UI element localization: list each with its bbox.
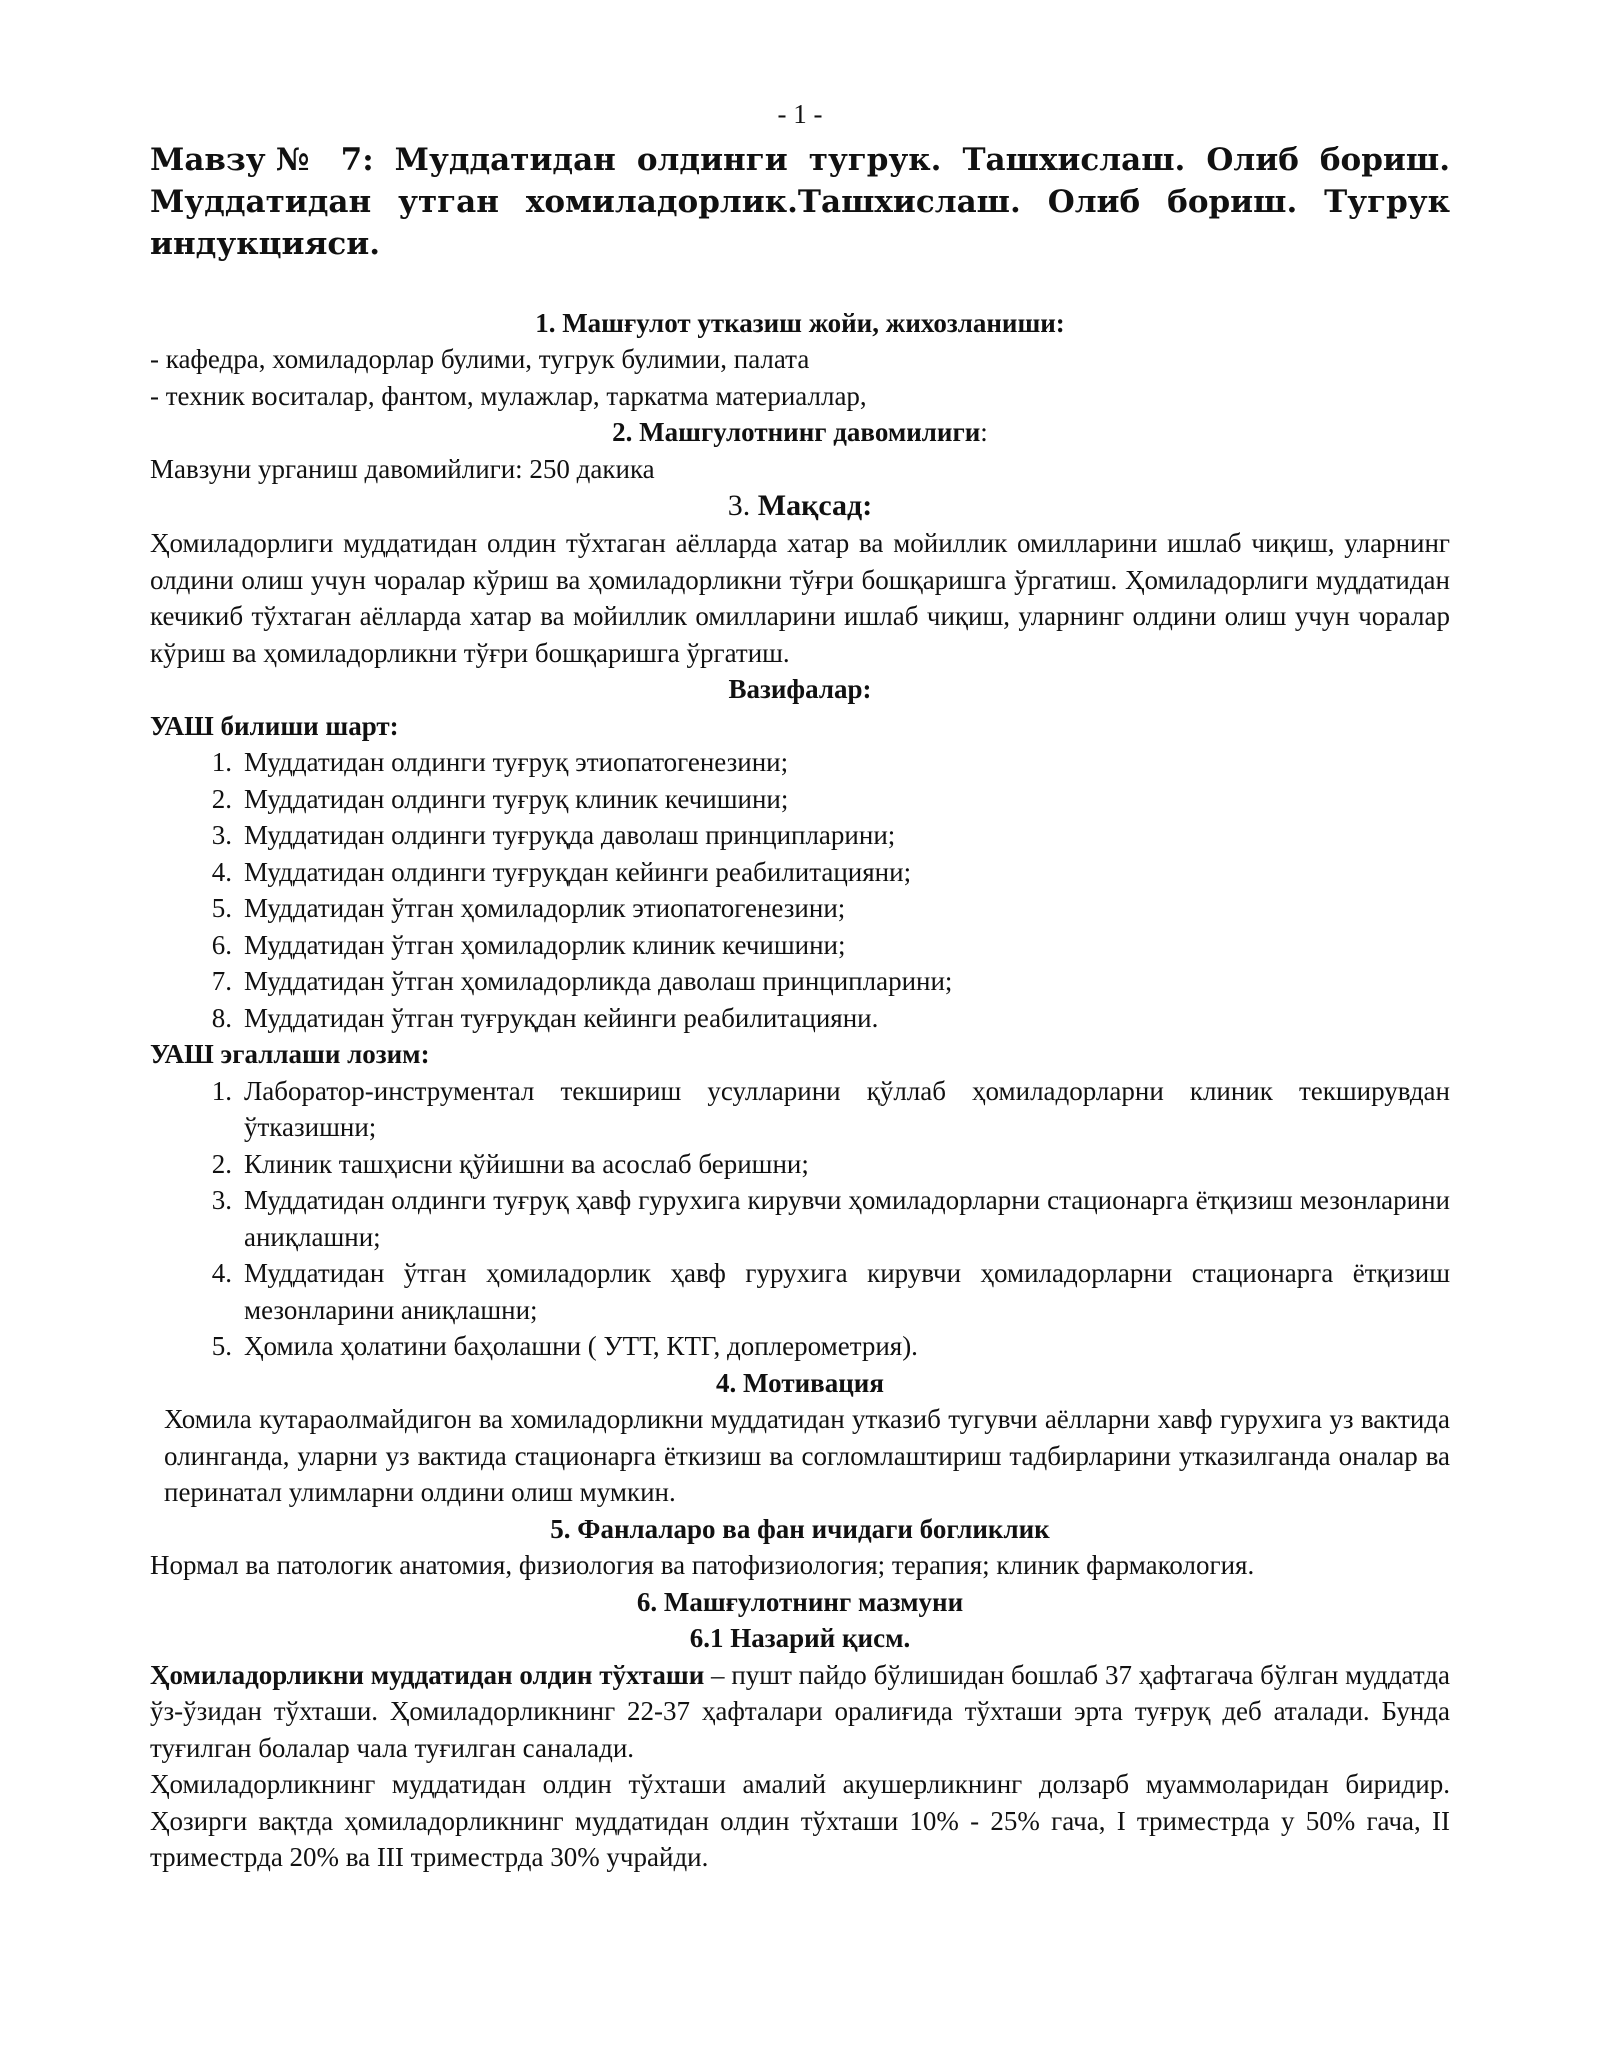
list-item-text: Лаборатор-инструментал текшириш усулларини қўллаб ҳомиладорларни клиник текширувдан ўтказишни;: [244, 1075, 1450, 1142]
list-item-number: 8.: [211, 1002, 232, 1033]
list-item-number: 5.: [211, 893, 232, 923]
section-3-heading: [150, 487, 1450, 525]
list-item: [150, 1073, 1450, 1146]
list-item-number: 6.: [211, 929, 232, 960]
list-item-text: Муддатидан олдинги туғруқда даволаш принципларини;: [244, 820, 896, 850]
term-definition: Ҳомиладорликни муддатидан олдин тўхташи: [150, 1659, 705, 1690]
list-item-text: Муддатидан олдинги туғруқ этиопатогенезини;: [244, 747, 789, 777]
section-2-heading: [150, 414, 1450, 451]
section-4-text: Хомила кутараолмайдигон ва хомиладорликни муддатидан утказиб тугувчи аёлларни хавф гурухига уз вактида олинганда, уларни уз вактида стационарга ёткизиш ва согломлаштириш тадбирларини утказилганда оналар ва перинатал улимларни олдини олиш мумкин.: [164, 1404, 1450, 1507]
section-6-paragraph-1: [150, 1657, 1450, 1767]
tasks-heading: Вазифалар:: [728, 674, 872, 704]
list-item: [150, 781, 1450, 818]
section-1-line: - техник воситалар, фантом, мулажлар, таркатма материаллар,: [150, 380, 867, 411]
section-6-paragraph-2: Ҳомиладорликнинг муддатидан олдин тўхташи амалий акушерликнинг долзарб муаммоларидан биридир. Ҳозирги вақтда ҳомиладорликнинг муддатидан олдин тўхташи 10% - 25% гача, I триместрда у 50% гача, II триместрда 20% ва III триместрда 30% учрайди.: [150, 1769, 1450, 1872]
list-item: [150, 1000, 1450, 1037]
list-item-text: Муддатидан олдинги туғруқ ҳавф гурухига кирувчи ҳомиладорларни стационарга ётқизиш мезонларини аниқлашни;: [244, 1185, 1450, 1252]
list-item: [150, 854, 1450, 891]
list-item: [150, 890, 1450, 927]
section-3-text: Ҳомиладорлиги муддатидан олдин тўхтаган аёлларда хатар ва мойиллик омилларини ишлаб чиқиш, уларнинг олдини олиш учун чоралар кўриш ва ҳомиладорликни тўғри бошқаришга ўргатиш. Ҳомиладорлиги муддатидан кечикиб тўхтаган аёлларда хатар ва мойиллик омилларини ишлаб чиқиш, уларнинг олдини олиш учун чоралар кўриш ва ҳомиладорликни тўғри бошқаришга ўргатиш.: [150, 528, 1450, 668]
list-item-number: 7.: [211, 966, 232, 996]
list-item-text: Муддатидан ўтган туғруқдан кейинги реабилитацияни.: [244, 1002, 879, 1033]
list-item-text: Муддатидан ўтган ҳомиладорлик этиопатогенезини;: [244, 893, 846, 923]
section-1-heading: 1. Машғулот утказиш жойи, жихозланиши:: [535, 307, 1065, 338]
list-item-number: 1.: [211, 1075, 232, 1106]
section-5-heading: 5. Фанлаларо ва фан ичидаги богликлик: [550, 1513, 1050, 1544]
list-item: [150, 1255, 1450, 1328]
section-5-text: Нормал ва патологик анатомия, физиология ва патофизиология; терапия; клиник фармакология.: [150, 1550, 1255, 1580]
list-item: [150, 744, 1450, 781]
list-item: [150, 1146, 1450, 1183]
section-2-text: Мавзуни урганиш давомийлиги: 250 дакика: [150, 453, 655, 484]
must-know-list: [150, 744, 1450, 1036]
section-6-heading: 6. Машғулотнинг мазмуни: [636, 1586, 964, 1617]
list-item-text: Муддатидан олдинги туғруқдан кейинги реабилитацияни;: [244, 856, 912, 887]
section-2-heading-text: 2. Машгулотнинг давомилиги: [612, 417, 981, 447]
must-master-label: УАШ эгаллаши лозим:: [150, 1039, 430, 1069]
list-item-number: 5.: [211, 1331, 232, 1361]
list-item: [150, 963, 1450, 1000]
list-item: [150, 927, 1450, 964]
must-master-list: [150, 1073, 1450, 1365]
list-item-number: 2.: [211, 1148, 232, 1179]
section-3-heading-number: 3.: [727, 489, 758, 522]
list-item: [150, 817, 1450, 854]
section-4-heading: 4. Мотивация: [716, 1367, 884, 1398]
list-item-number: 4.: [211, 856, 232, 887]
section-2-heading-colon: :: [980, 417, 988, 447]
list-item-number: 4.: [211, 1258, 232, 1288]
list-item-text: Муддатидан ўтган ҳомиладорлик клиник кечишини;: [244, 929, 846, 960]
list-item-text: Ҳомила ҳолатини баҳолашни ( УТТ, КТГ, доплерометрия).: [244, 1331, 918, 1361]
list-item-number: 1.: [211, 747, 232, 777]
list-item-number: 3.: [211, 820, 232, 850]
document-title: Мавзу№ 7: Муддатидан олдинги тугрук. Ташхислаш. Олиб бориш. Муддатидан утган хомиладорлик.Ташхислаш. Олиб бориш. Тугрук индукцияси.: [150, 141, 1450, 262]
list-item-number: 3.: [211, 1185, 232, 1215]
must-know-label: УАШ билиши шарт:: [150, 710, 399, 741]
list-item-text: Муддатидан олдинги туғруқ клиник кечишини;: [244, 783, 789, 814]
list-item-number: 2.: [211, 783, 232, 814]
list-item: [150, 1328, 1450, 1365]
page-number: - 1 -: [777, 99, 823, 129]
list-item-text: Муддатидан ўтган ҳомиладорлик ҳавф гурухига кирувчи ҳомиладорларни стационарга ётқизиш мезонларини аниқлашни;: [244, 1258, 1450, 1325]
section-3-heading-text: Мақсад:: [757, 489, 873, 522]
section-6-1-heading: 6.1 Назарий қисм.: [689, 1623, 911, 1653]
list-item-text: Клиник ташҳисни қўйишни ва асослаб беришни;: [244, 1148, 809, 1179]
list-item-text: Муддатидан ўтган ҳомиладорликда даволаш принципларини;: [244, 966, 953, 996]
list-item: [150, 1182, 1450, 1255]
definition-text: – пушт пайдо бўлишидан бошлаб 37 ҳафтагача бўлган муддатда ўз-ўзидан тўхташи. Ҳомиладорликнинг 22-37 ҳафталари оралиғида тўхташи эрта туғруқ деб аталади. Бунда туғилган болалар чала туғилган саналади.: [150, 1659, 1450, 1763]
section-1-line: - кафедра, хомиладорлар булими, тугрук булимии, палата: [150, 344, 810, 374]
